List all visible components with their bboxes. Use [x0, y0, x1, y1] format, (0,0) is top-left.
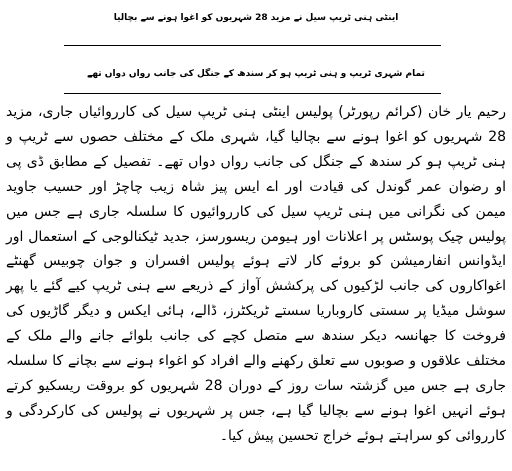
article-body: رحیم یار خان (کرائم رپورٹر) پولیس اینٹی ہنی ٹریپ سیل کی کارروائیاں جاری، مزید 28 شہریوں کو اغوا ہونے سے بچالیا گیا، شہری ملک کے مختلف حصوں سے ٹریپ و ہنی ٹریپ ہو کر سندھ کے جنگل کی جانب رواں دواں تھے۔ تفصیل کے مطابق ڈی پی او رضوان عمر گوندل کی قیادت اور اے ایس پیز شاہ زیب چاچڑ اور حسیب جاوید میمن کی نگرانی میں ہنی ٹریپ سیل کی کارروائیوں کا سلسلہ جاری ہے جس میں پولیس چیک پوسٹس پر اعلانات اور ہیومن ریسورسز، جدید ٹیکنالوجی کے استعمال اور ایڈوانس انفارمیشن کو بروئے کار لاتے ہوئے پولیس افسران و جوان چوبیس گھنٹے اغواکاروں کی جانب لڑکیوں کی پرکشش آواز کے ذریعے سے ہنی ٹریپ کیے گئے یا پھر سوشل میڈیا پر سستی کاروباریا سستے ٹریکٹرز، ڈالے، ہائی ایکس و دیگر گاڑیوں کی فروخت کا جھانسہ دیکر سندھ سے متصل کچے کی جانب بلوائے جانے والے ملک کے مختلف علاقوں و صوبوں سے تعلق رکھنے والے افراد کو اغواء ہونے سے بچانے کا سلسلہ جاری ہے جس میں گزشتہ سات روز کے دوران 28 شہریوں کو بروقت ریسکیو کرتے ہوئے انہیں اغوا ہونے سے بچالیا گیا ہے، جس پر شہریوں نے پولیس کی کارکردگی و کارروائی کو سراہتے ہوئے خراج تحسین پیش کیا۔ — [6, 104, 507, 444]
divider-top — [64, 45, 441, 46]
divider-bottom — [64, 93, 441, 94]
subheadline: تمام شہری ٹریپ و ہنی ٹریپ ہو کر سندھ کے جنگل کی جانب رواں دواں تھے — [87, 69, 425, 79]
headline: اینٹی ہنی ٹریپ سیل نے مزید 28 شہریوں کو اغوا ہونے سے بچالیا — [113, 13, 399, 23]
